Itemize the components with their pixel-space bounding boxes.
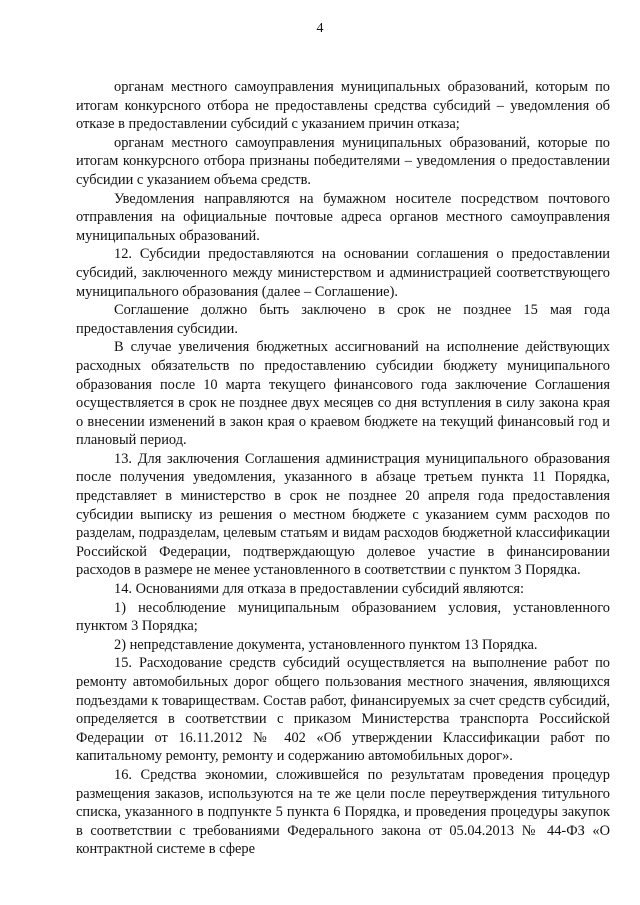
paragraph-clause-13: 13. Для заключения Соглашения администрация муниципального образования после получения уведомления, указанного в абзаце третьем пункта 11 Порядка, представляет в министерство в срок не позднее 20 апреля года предоставления субсидии выписку из решения о местном бюджете с указанием сумм расходов по разделам, подразделам, целевым статьям и видам расходов бюджетной классификации Российской Федерации, подтверждающую долевое участие в финансировании расходов в размере не менее установленного в соответствии с пунктом 3 Порядка. [76,450,610,579]
paragraph-clause-12: 12. Субсидии предоставляются на основании соглашения о предоставлении субсидий, заключенного между министерством и администрацией соответствующего муниципального образования (далее – Соглашение). [76,246,610,300]
paragraph-clause-14: 14. Основаниями для отказа в предоставлении субсидий являются: [114,581,524,598]
paragraph-clause-14-item-1: 1) несоблюдение муниципальным образованием условия, установленного пунктом 3 Порядка; [76,599,610,635]
paragraph-refusal-notice: органам местного самоуправления муниципальных образований, которым по итогам конкурсного отбора не предоставлены средства субсидий – уведомления об отказе в предоставлении субсидий с указанием причин отказа; [76,79,610,133]
paragraph-winner-notice: органам местного самоуправления муниципальных образований, которые по итогам конкурсного отбора признаны победителями – уведомления о предоставлении субсидии с указанием объема средств. [76,134,610,188]
paragraph-budget-increase: В случае увеличения бюджетных ассигнований на исполнение действующих расходных обязательств по предоставлению субсидии бюджету муниципального образования после 10 марта текущего финансового года заключение Соглашения осуществляется в срок не позднее двух месяцев со дня вступления в силу закона края о внесении изменений в закон края о краевом бюджете на текущий финансовый год и плановый период. [76,339,610,449]
paragraph-clause-15: 15. Расходование средств субсидий осуществляется на выполнение работ по ремонту автомобильных дорог общего пользования местного значения, являющихся подъездами к товариществам. Состав работ, финансируемых за счет средств субсидий, определяется в соответствии с приказом Министерства транспорта Российской Федерации от 16.11.2012 № 402 «Об утверждении Классификации работ по капитальному ремонту, ремонту и содержанию автомобильных дорог». [76,655,610,765]
page-number: 4 [316,21,324,36]
paragraph-notice-delivery: Уведомления направляются на бумажном носителе посредством почтового отправления на официальные почтовые адреса органов местного самоуправления муниципальных образований. [76,190,610,244]
paragraph-agreement-deadline: Соглашение должно быть заключено в срок не позднее 15 мая года предоставления субсидии. [76,302,610,337]
paragraph-clause-14-item-2: 2) непредставление документа, установленного пунктом 13 Порядка. [114,636,538,653]
paragraph-clause-16: 16. Средства экономии, сложившейся по результатам проведения процедур размещения заказов, используются на те же цели после переутверждения титульного списка, указанного в подпункте 5 пункта 6 Порядка, и проведения процедуры закупок в соответствии с требованиями Федерального закона от 05.04.2013 № 44-ФЗ «О контрактной системе в сфере [76,766,610,858]
